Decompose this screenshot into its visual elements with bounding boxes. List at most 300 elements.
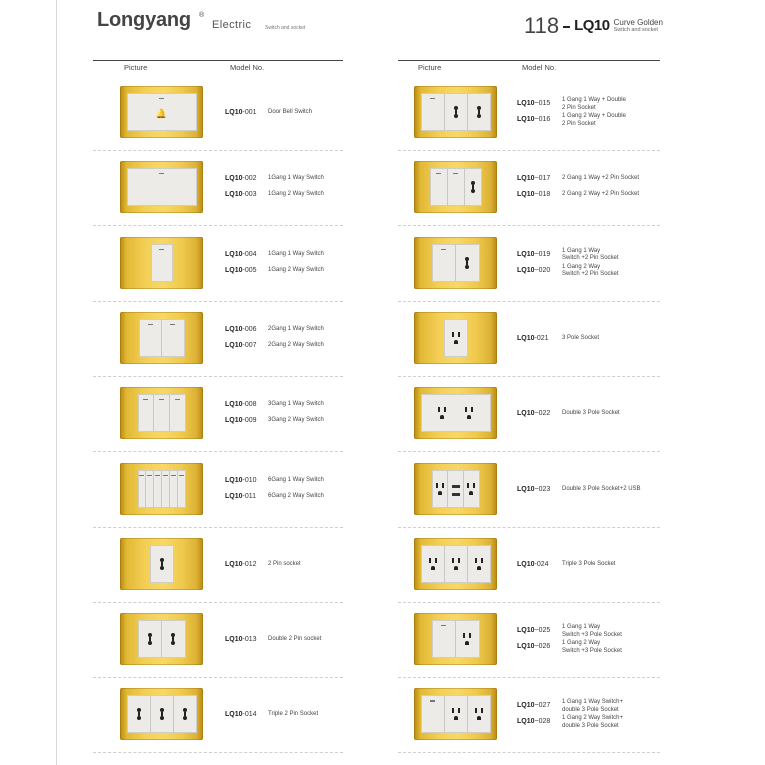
- row-separator: [93, 677, 343, 678]
- switch-key: [170, 395, 185, 431]
- pin-slot: [481, 558, 483, 563]
- three-pole-socket-icon: [473, 557, 485, 571]
- model-prefix: LQ10: [517, 191, 535, 199]
- model-prefix: LQ10: [517, 643, 535, 651]
- socket-module: [151, 546, 173, 582]
- model-prefix: LQ10: [517, 718, 535, 726]
- pin-slot: [429, 558, 431, 563]
- two-pin-socket-icon: [156, 557, 168, 571]
- model-prefix: LQ10: [517, 485, 535, 493]
- row-separator: [398, 677, 660, 678]
- pin-slot: [471, 407, 473, 412]
- right-header-rule: [398, 60, 660, 61]
- model-code: ~017: [534, 175, 551, 183]
- model-number: [225, 174, 257, 183]
- row-separator: [93, 150, 343, 151]
- model-prefix: LQ10: [225, 175, 243, 183]
- indicator-led-icon: [155, 475, 160, 476]
- face-insert: [138, 394, 186, 432]
- row-separator: [93, 527, 343, 528]
- ground-slot: [438, 491, 442, 495]
- model-code: ~016: [534, 116, 551, 123]
- model-description: Double 3 Pole Socket: [562, 410, 620, 417]
- indicator-led-icon: [171, 475, 176, 476]
- pin-slot: [458, 708, 460, 713]
- model-description: 2 Pin socket: [268, 560, 301, 567]
- model-prefix: LQ10: [225, 401, 243, 409]
- model-description: 1Gang 1 Way Switch: [268, 250, 324, 257]
- product-plate-left-2: [120, 161, 203, 213]
- pin-slot: [467, 483, 469, 488]
- row-separator: [398, 225, 660, 226]
- model-number: [225, 400, 257, 409]
- indicator-led-icon: [143, 399, 148, 400]
- series-subtitle: Switch and socket: [613, 27, 658, 33]
- model-prefix: LQ10: [517, 250, 535, 258]
- model-code: ~023: [534, 485, 551, 493]
- face-insert: [150, 545, 174, 583]
- model-prefix: LQ10: [225, 191, 243, 199]
- model-code: -007: [242, 341, 257, 349]
- three-pole-socket-icon: [463, 406, 475, 420]
- socket-module: [468, 546, 490, 582]
- model-prefix: LQ10: [225, 417, 243, 425]
- pin-slot: [481, 708, 483, 713]
- model-description: Double 3 Pole Socket+2 USB: [562, 485, 641, 492]
- series-name-block: [614, 13, 663, 34]
- product-plate-left-3: [120, 237, 203, 289]
- model-code: -004: [242, 250, 257, 258]
- pin-slot: [469, 633, 471, 638]
- two-pin-socket-icon: [179, 707, 191, 721]
- switch-key: [422, 94, 445, 130]
- model-prefix: LQ10: [517, 702, 535, 710]
- model-number: [517, 250, 550, 259]
- model-description: 6Gang 1 Way Switch: [268, 476, 324, 483]
- pin-slot: [455, 110, 457, 114]
- switch-key: [128, 94, 196, 130]
- model-number: [225, 476, 257, 485]
- model-number: [225, 710, 257, 719]
- indicator-led-icon: [179, 475, 184, 476]
- indicator-led-icon: [436, 173, 441, 174]
- row-separator: [398, 602, 660, 603]
- brand-name: Longyang: [97, 9, 191, 31]
- two-pin-socket-icon: [144, 632, 156, 646]
- row-separator: [398, 527, 660, 528]
- ground-slot: [469, 491, 473, 495]
- ground-slot: [467, 415, 471, 419]
- row-separator: [93, 225, 343, 226]
- face-insert: [127, 93, 197, 131]
- socket-module: [456, 245, 479, 281]
- model-description: 2 Gang 1 Way +2 Pin Socket: [562, 175, 639, 182]
- pin-slot: [149, 637, 151, 641]
- model-description: 1 Gang 2 Way Switch +2 Pin Socket: [562, 263, 619, 278]
- socket-module: [128, 696, 151, 732]
- product-plate-right-6: [414, 463, 497, 515]
- row-separator: [93, 752, 343, 753]
- switch-key: [139, 395, 155, 431]
- model-number: [517, 642, 550, 651]
- model-description: 6Gang 2 Way Switch: [268, 492, 324, 499]
- indicator-led-icon: [159, 173, 164, 174]
- page-number: 118: [524, 13, 560, 38]
- pin-slot: [438, 407, 440, 412]
- usb-port-icon: [452, 493, 460, 496]
- model-prefix: LQ10: [225, 341, 243, 349]
- three-pole-socket-icon: [434, 482, 446, 496]
- ground-slot: [440, 415, 444, 419]
- model-prefix: LQ10: [225, 492, 243, 500]
- model-code: ~022: [534, 410, 551, 418]
- pin-slot: [463, 633, 465, 638]
- pin-slot: [452, 332, 454, 337]
- switch-key: [433, 621, 457, 657]
- switch-key: [178, 471, 185, 507]
- model-number: [517, 409, 550, 418]
- model-number: [225, 266, 257, 275]
- model-code: -021: [534, 334, 549, 342]
- ground-slot: [454, 566, 458, 570]
- switch-key: [139, 471, 147, 507]
- model-prefix: LQ10: [225, 711, 243, 719]
- model-number: [517, 99, 550, 108]
- indicator-led-icon: [159, 98, 164, 99]
- ground-slot: [477, 566, 481, 570]
- face-insert: [421, 545, 491, 583]
- indicator-led-icon: [147, 475, 152, 476]
- face-insert: [432, 244, 480, 282]
- two-pin-socket-icon: [156, 707, 168, 721]
- row-separator: [398, 150, 660, 151]
- product-plate-left-6: [120, 463, 203, 515]
- model-prefix: LQ10: [225, 476, 243, 484]
- right-picture-heading: Picture: [418, 63, 442, 72]
- socket-module: [445, 94, 468, 130]
- header-dash: [563, 26, 570, 28]
- brand-subtitle: Electric: [212, 19, 252, 31]
- model-description: 1Gang 2 Way Switch: [268, 266, 324, 273]
- row-separator: [93, 301, 343, 302]
- model-prefix: LQ10: [517, 266, 535, 274]
- face-insert: [444, 319, 468, 357]
- indicator-led-icon: [159, 249, 164, 250]
- pin-slot: [442, 483, 444, 488]
- two-pin-socket-icon: [467, 180, 479, 194]
- switch-key: [422, 696, 445, 732]
- model-number: [517, 190, 550, 199]
- ground-slot: [454, 340, 458, 344]
- pin-slot: [436, 483, 438, 488]
- usb-port-icon: [452, 485, 460, 488]
- model-description: 1 Gang 1 Way + Double 2 Pin Socket: [562, 97, 626, 111]
- socket-module: [456, 621, 479, 657]
- model-number: [517, 560, 549, 569]
- model-description: 1 Gang 2 Way + Double 2 Pin Socket: [562, 113, 626, 127]
- model-number: [225, 635, 257, 644]
- two-pin-socket-icon: [167, 632, 179, 646]
- pin-slot: [458, 332, 460, 337]
- model-number: [517, 266, 550, 275]
- model-description: 2Gang 2 Way Switch: [268, 341, 324, 348]
- indicator-led-icon: [159, 399, 164, 400]
- model-code: -009: [242, 417, 257, 425]
- model-description: 1 Gang 2 Way Switch+ double 3 Pole Socket: [562, 715, 623, 729]
- model-code: ~018: [534, 191, 551, 199]
- face-insert: [151, 244, 173, 282]
- model-number: [517, 717, 550, 726]
- model-description: 3Gang 1 Way Switch: [268, 401, 324, 408]
- model-prefix: LQ10: [225, 325, 243, 333]
- model-code: -011: [242, 492, 257, 500]
- socket-module: [433, 471, 449, 507]
- model-prefix: LQ10: [225, 266, 243, 274]
- pin-slot: [161, 712, 163, 716]
- model-prefix: LQ10: [517, 100, 535, 107]
- model-number: [225, 250, 257, 259]
- switch-key: [162, 320, 184, 356]
- socket-module: [445, 320, 467, 356]
- model-code: -010: [242, 476, 257, 484]
- model-description: 2 Gang 2 Way +2 Pin Socket: [562, 191, 639, 198]
- left-model-heading: Model No.: [230, 63, 265, 72]
- face-insert: [421, 695, 491, 733]
- model-number: [517, 115, 550, 124]
- model-code: ~028: [534, 718, 551, 726]
- three-pole-socket-icon: [465, 482, 477, 496]
- switch-key: [170, 471, 178, 507]
- pin-slot: [473, 483, 475, 488]
- product-plate-right-5: [414, 387, 497, 439]
- two-pin-socket-icon: [473, 105, 485, 119]
- three-pole-socket-icon: [473, 707, 485, 721]
- model-prefix: LQ10: [517, 410, 535, 418]
- model-code: ~026: [534, 643, 551, 651]
- ground-slot: [477, 716, 481, 720]
- model-description: 1Gang 2 Way Switch: [268, 191, 324, 198]
- row-separator: [93, 602, 343, 603]
- indicator-led-icon: [148, 324, 153, 325]
- product-plate-right-7: [414, 538, 497, 590]
- switch-key: [154, 395, 170, 431]
- model-number: [225, 492, 256, 501]
- model-code: -003: [242, 191, 257, 199]
- three-pole-socket-icon: [450, 707, 462, 721]
- product-plate-right-8: [414, 613, 497, 665]
- series-code: LQ10: [574, 17, 610, 34]
- indicator-led-icon: [441, 625, 446, 626]
- product-plate-right-3: [414, 237, 497, 289]
- product-plate-right-2: [414, 161, 497, 213]
- usb-module: [448, 471, 464, 507]
- socket-module: [139, 621, 163, 657]
- model-description: Door Bell Switch: [268, 109, 313, 115]
- pin-slot: [475, 708, 477, 713]
- model-number: [517, 334, 549, 343]
- model-description: 1 Gang 2 Way Switch +3 Pole Socket: [562, 640, 622, 654]
- model-prefix: LQ10: [225, 109, 243, 116]
- model-description: 1 Gang 1 Way Switch +3 Pole Socket: [562, 624, 622, 638]
- model-description: Triple 3 Pole Socket: [562, 560, 616, 567]
- pin-slot: [138, 712, 140, 716]
- model-prefix: LQ10: [517, 175, 535, 183]
- switch-key: [146, 471, 154, 507]
- brand-tagline: Switch and socket: [265, 25, 306, 31]
- socket-module: [445, 696, 468, 732]
- model-prefix: LQ10: [517, 116, 535, 123]
- two-pin-socket-icon: [461, 256, 473, 270]
- model-code: -012: [242, 560, 257, 568]
- row-separator: [398, 752, 660, 753]
- switch-key: [140, 320, 163, 356]
- three-pole-socket-icon: [427, 557, 439, 571]
- model-code: -005: [242, 266, 257, 274]
- face-insert: [430, 168, 482, 206]
- indicator-led-icon: [441, 249, 446, 250]
- row-separator: [93, 376, 343, 377]
- product-plate-left-1: [120, 86, 203, 138]
- face-insert: [138, 620, 186, 658]
- bell-icon: 🔔: [155, 108, 168, 119]
- switch-key: [128, 169, 196, 205]
- three-pole-socket-icon: [450, 557, 462, 571]
- indicator-led-icon: [430, 98, 435, 99]
- three-pole-socket-icon: [450, 331, 462, 345]
- left-picture-heading: Picture: [124, 63, 148, 72]
- face-insert: [421, 394, 491, 432]
- model-code: ~025: [534, 627, 551, 635]
- model-description: 1 Gang 1 Way Switch+ double 3 Pole Socket: [562, 699, 623, 713]
- model-description: Triple 2 Pin Socket: [268, 711, 319, 718]
- model-code: -014: [242, 711, 257, 719]
- socket-module: [162, 621, 185, 657]
- model-number: [225, 108, 257, 117]
- model-number: [225, 325, 257, 334]
- model-prefix: LQ10: [225, 250, 243, 258]
- indicator-led-icon: [170, 324, 175, 325]
- model-code: ~015: [534, 100, 551, 107]
- product-plate-left-9: [120, 688, 203, 740]
- model-prefix: LQ10: [225, 560, 243, 568]
- ground-slot: [454, 716, 458, 720]
- model-number: [225, 190, 257, 199]
- series-name: Curve Golden: [613, 18, 663, 27]
- right-model-heading: Model No.: [522, 63, 557, 72]
- pin-slot: [458, 558, 460, 563]
- socket-module: [174, 696, 196, 732]
- row-separator: [398, 301, 660, 302]
- face-insert: [138, 470, 186, 508]
- model-number: [517, 626, 550, 635]
- switch-key: [154, 471, 162, 507]
- pin-slot: [472, 185, 474, 189]
- model-code: ~027: [534, 702, 551, 710]
- pin-slot: [184, 712, 186, 716]
- socket-module: [465, 169, 481, 205]
- model-prefix: LQ10: [517, 560, 535, 568]
- product-plate-left-7: [120, 538, 203, 590]
- model-number: [517, 174, 550, 183]
- switch-key: [433, 245, 457, 281]
- pin-slot: [172, 637, 174, 641]
- model-description: 3Gang 2 Way Switch: [268, 417, 324, 424]
- socket-module: [445, 546, 468, 582]
- page-margin-line: [56, 0, 57, 765]
- pin-slot: [475, 558, 477, 563]
- indicator-led-icon: [163, 475, 168, 476]
- product-plate-right-4: [414, 312, 497, 364]
- product-plate-right-1: [414, 86, 497, 138]
- product-plate-right-9: [414, 688, 497, 740]
- model-code: -006: [242, 325, 257, 333]
- three-pole-socket-icon: [436, 406, 448, 420]
- pin-slot: [161, 562, 163, 566]
- model-number: [517, 485, 550, 494]
- model-number: [517, 701, 550, 710]
- socket-module: [422, 546, 445, 582]
- left-header-rule: [93, 60, 343, 61]
- model-prefix: LQ10: [517, 334, 535, 342]
- model-code: ~019: [534, 250, 551, 258]
- model-code: -008: [242, 401, 257, 409]
- model-description: 2Gang 1 Way Switch: [268, 325, 324, 332]
- indicator-led-icon: [175, 399, 180, 400]
- model-description: 1Gang 1 Way Switch: [268, 175, 324, 182]
- pin-slot: [465, 407, 467, 412]
- two-pin-socket-icon: [450, 105, 462, 119]
- row-separator: [398, 376, 660, 377]
- pin-slot: [452, 708, 454, 713]
- face-insert: [139, 319, 185, 357]
- model-number: [225, 341, 257, 350]
- series-header: [524, 13, 663, 39]
- model-code: -001: [242, 109, 257, 116]
- switch-key: [448, 169, 465, 205]
- model-description: 1 Gang 1 Way Switch +2 Pin Socket: [562, 247, 619, 262]
- face-insert: [421, 93, 491, 131]
- ground-slot: [465, 641, 469, 645]
- product-plate-left-4: [120, 312, 203, 364]
- socket-module: [422, 395, 490, 431]
- switch-key: [152, 245, 172, 281]
- pin-slot: [478, 110, 480, 114]
- socket-module: [468, 94, 490, 130]
- model-prefix: LQ10: [225, 636, 243, 644]
- model-prefix: LQ10: [517, 627, 535, 635]
- row-separator: [93, 451, 343, 452]
- indicator-led-icon: [430, 700, 435, 701]
- socket-module: [151, 696, 174, 732]
- model-code: -002: [242, 175, 257, 183]
- model-description: 3 Pole Socket: [562, 334, 600, 341]
- model-description: Double 2 Pin socket: [268, 636, 322, 643]
- two-pin-socket-icon: [133, 707, 145, 721]
- model-code: ~020: [534, 266, 551, 274]
- face-insert: [127, 168, 197, 206]
- pin-slot: [466, 261, 468, 265]
- switch-key: [162, 471, 170, 507]
- face-insert: [127, 695, 197, 733]
- pin-slot: [435, 558, 437, 563]
- product-plate-left-5: [120, 387, 203, 439]
- three-pole-socket-icon: [461, 632, 473, 646]
- socket-module: [464, 471, 479, 507]
- brand-registered-mark: ®: [199, 12, 205, 19]
- model-number: [225, 416, 257, 425]
- model-code: -024: [534, 560, 549, 568]
- socket-module: [468, 696, 490, 732]
